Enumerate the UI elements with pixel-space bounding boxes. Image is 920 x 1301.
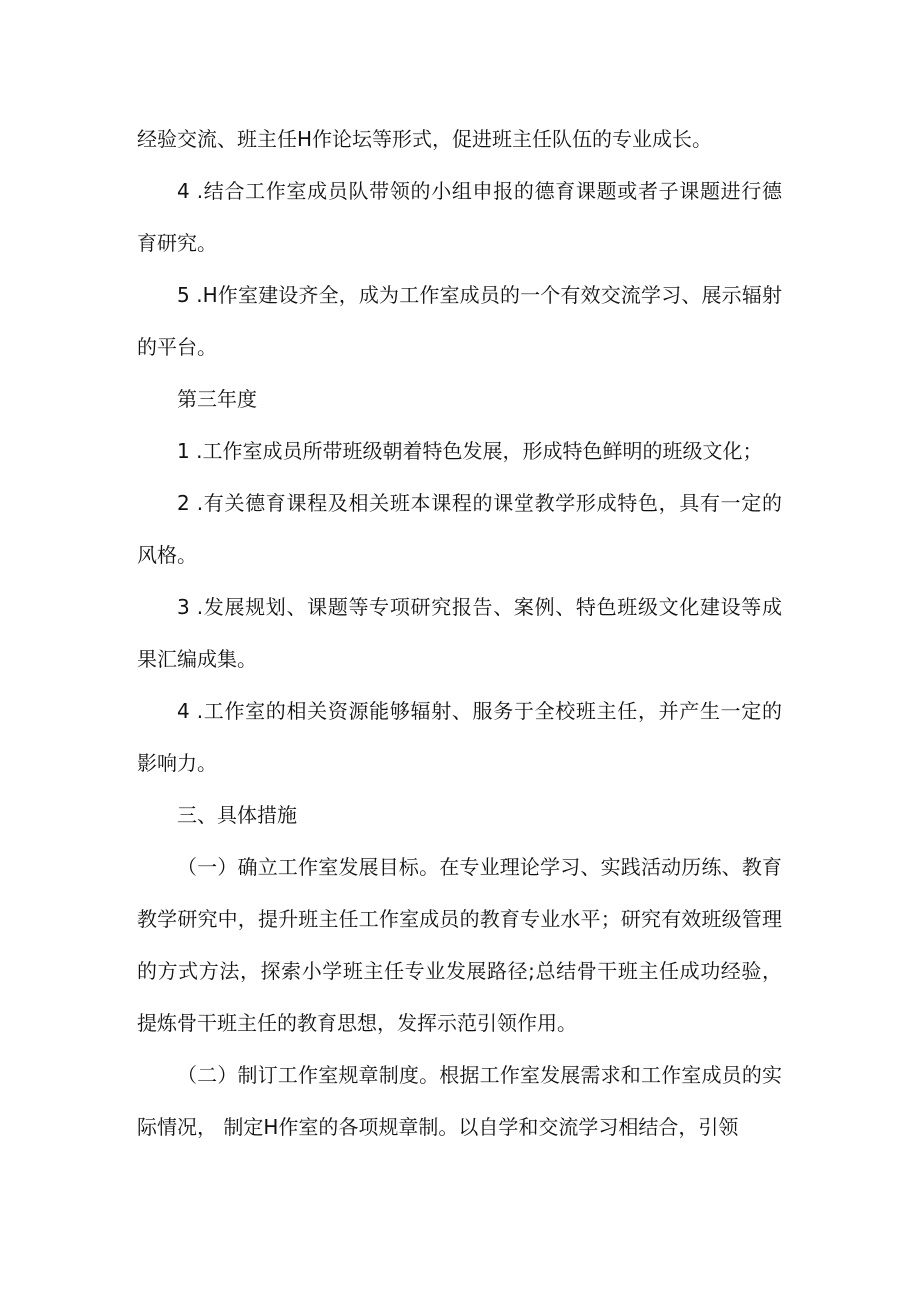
paragraph: 4 .结合工作室成员队带领的小组申报的德育课题或者子课题进行德育研究。 <box>137 179 782 255</box>
document-body <box>137 113 782 1153</box>
paragraph: （二）制订工作室规章制度。根据工作室发展需求和工作室成员的实际情况， 制定H作室的各项规章制。以自学和交流学习相结合，引领 <box>137 1063 782 1139</box>
section-heading: 三、具体措施 <box>177 803 297 827</box>
paragraph: 3 .发展规划、课题等专项研究报告、案例、特色班级文化建设等成果汇编成集。 <box>137 595 782 671</box>
paragraph: （一）确立工作室发展目标。在专业理论学习、实践活动历练、教育教学研究中，提升班主任工作室成员的教育专业水平；研究有效班级管理的方式方法，探索小学班主任专业发展路径;总结骨干班主任成功经验，提炼骨干班主任的教育思想，发挥示范引领作用。 <box>137 855 782 1035</box>
paragraph: 4 .工作室的相关资源能够辐射、服务于全校班主任，并产生一定的影响力。 <box>137 699 782 775</box>
paragraph: 1 .工作室成员所带班级朝着特色发展，形成特色鲜明的班级文化； <box>177 439 763 463</box>
paragraph: 5 .H作室建设齐全，成为工作室成员的一个有效交流学习、展示辐射的平台。 <box>137 283 782 359</box>
paragraph: 经验交流、班主任H作论坛等形式，促进班主任队伍的专业成长。 <box>137 127 713 151</box>
paragraph: 2 .有关德育课程及相关班本课程的课堂教学形成特色，具有一定的风格。 <box>137 491 782 567</box>
section-heading: 第三年度 <box>177 387 257 411</box>
